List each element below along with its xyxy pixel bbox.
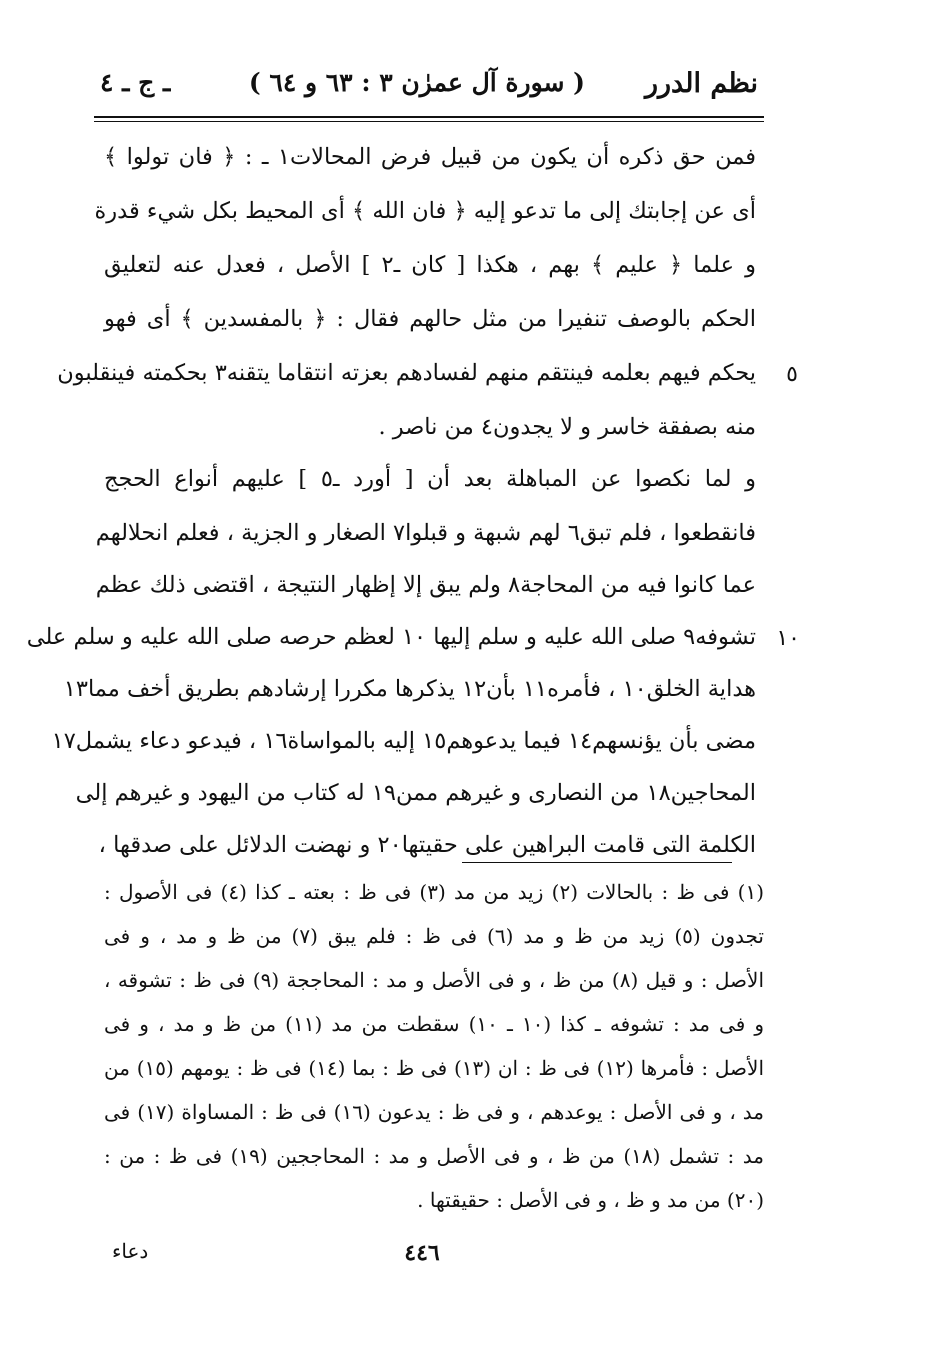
line-number: ١٠	[776, 626, 800, 651]
text-line: أى عن إجابتك إلى ما تدعو إليه ﴿ فان الله ﴾ أى المحيط بكل شيء قدرة	[94, 198, 756, 224]
page-number: ٤٤٦	[404, 1240, 440, 1266]
text-line: منه بصفقة خاسر و لا يجدون٤ من ناصر .	[378, 414, 756, 440]
text-line: عما كانوا فيه من المحاجة٨ ولم يبق إلا إظهار النتيجة ، اقتضى ذلك عظم	[95, 572, 756, 598]
footnote-line: الأصل : فأمرها (١٢) فى ظ : ان (١٣) فى ظ : بما (١٤) فى ظ : يومهم (١٥) من	[104, 1056, 764, 1080]
surah-reference: ( سورة آل عمرٰن ٣ : ٦٣ و ٦٤ )	[248, 68, 585, 97]
volume-label: ـ ج ـ ٤	[100, 68, 171, 97]
book-title: نظم الدرر	[644, 68, 758, 99]
catchword: دعاء	[112, 1239, 149, 1263]
footnote-line: تجدون (٥) زيد من ظ و مد (٦) فى ظ : فلم يبق (٧) من ظ و مد ، و فى	[104, 924, 764, 948]
footnote-separator	[462, 862, 732, 863]
running-header	[100, 62, 758, 110]
text-line: هداية الخلق١٠ ، فأمره١١ بأن١٢ يذكرها مكررا إرشادهم بطريق أخف مما١٣	[63, 676, 756, 702]
footnote-line: الأصل : و قيل (٨) من ظ ، و فى الأصل و مد : المحاججة (٩) فى ظ : تشوقه ،	[104, 968, 764, 992]
text-line: المحاجين١٨ من النصارى و غيرهم ممن١٩ له كتاب من اليهود و غيرهم إلى	[75, 780, 756, 806]
text-line: يحكم فيهم بعلمه فينتقم منهم لفسادهم بعزته انتقاما يتقنه٣ بحكمته فينقلبون	[57, 360, 756, 386]
header-rule	[94, 116, 764, 122]
text-line: فمن حق ذكره أن يكون من قبيل فرض المحالات١ ـ : ﴿ فان تولوا ﴾	[104, 144, 756, 170]
text-line: و علما ﴿ عليم ﴾ بهم ، هكذا [ كان ـ٢ ] الأصل ، فعدل عنه لتعليق	[104, 252, 757, 278]
footnote-line: (٢٠) من مد و ظ ، و فى الأصل : حقيقتها .	[417, 1188, 764, 1212]
footnote-line: مد : تشمل (١٨) من ظ ، و فى الأصل و مد : المحاججين (١٩) فى ظ : من :	[104, 1144, 765, 1168]
text-line: تشوفه٩ صلى الله عليه و سلم إليها ١٠ لعظم حرصه صلى الله عليه و سلم على	[26, 624, 756, 650]
footnote-line: و فى مد : تشوفه ـ كذا (١٠ ـ ١٠) سقطت من مد (١١) من ظ و مد ، و فى	[104, 1012, 765, 1036]
text-line: و لما نكصوا عن المباهلة بعد أن [ أورد ـ٥ ] عليهم أنواع الحجج	[104, 466, 757, 492]
line-number: ٥	[786, 362, 798, 387]
footnote-line: (١) فى ظ : بالحالات (٢) زيد من مد (٣) فى ظ : بعته ـ كذا (٤) فى الأصول :	[104, 880, 765, 904]
text-line: فانقطعوا ، فلم تبق٦ لهم شبهة و قبلوا٧ الصغار و الجزية ، فعلم انحلالهم	[95, 520, 756, 546]
text-line: مضى بأن يؤنسهم١٤ فيما يدعوهم١٥ إليه بالمواساة١٦ ، فيدعو دعاء يشمل١٧	[51, 728, 756, 754]
text-line: الكلمة التى قامت البراهين على حقيتها٢٠ و نهضت الدلائل على صدقها ،	[98, 832, 756, 858]
footnote-line: مد ، و فى الأصل : يوعدهم ، و فى ظ : يدعون (١٦) فى ظ : المساواة (١٧) فى	[104, 1100, 765, 1124]
text-line: الحكم بالوصف تنفيرا من مثل حالهم فقال : ﴿ بالمفسدين ﴾ أى فهو	[104, 306, 756, 332]
